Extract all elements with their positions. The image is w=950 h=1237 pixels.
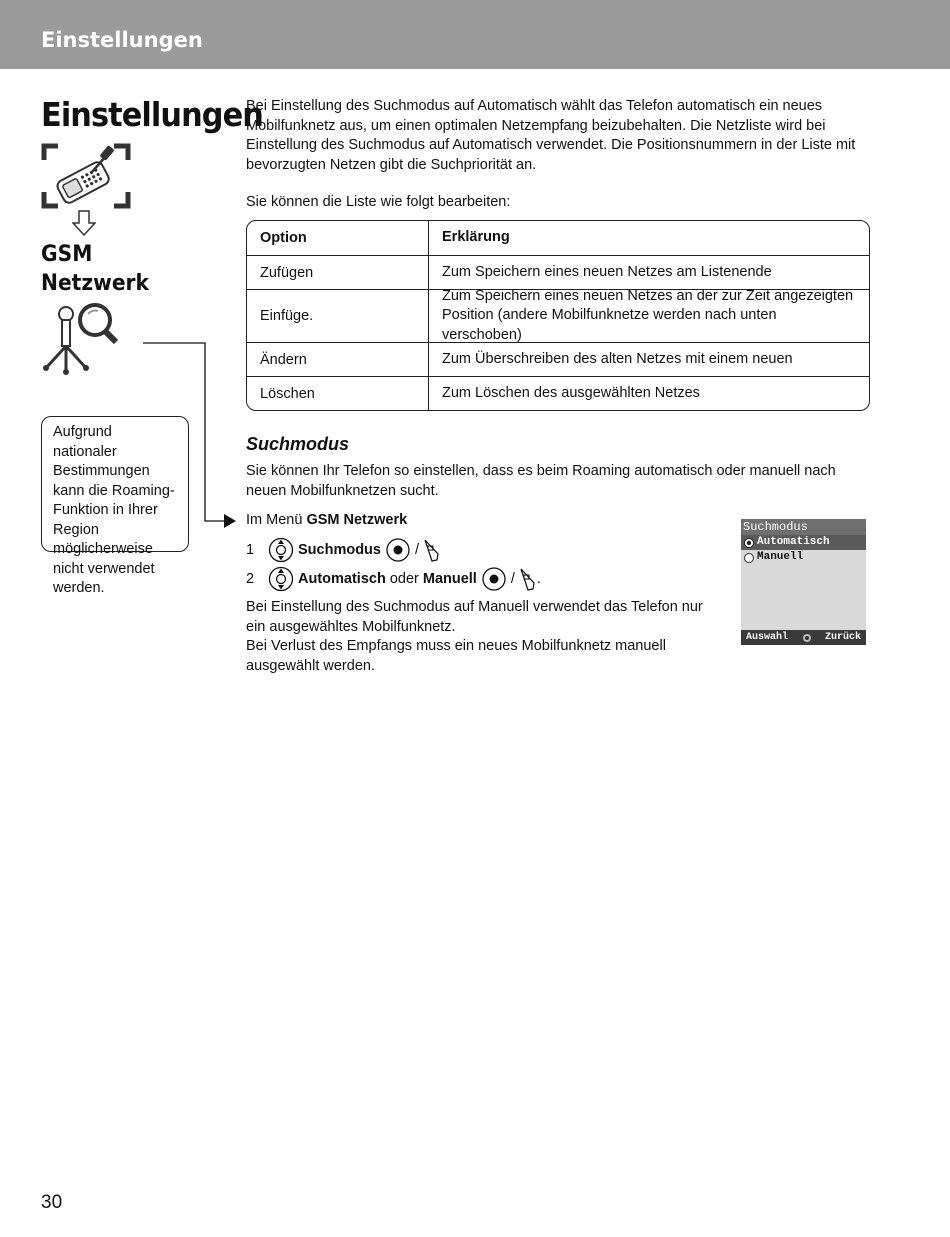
table-row xyxy=(247,376,869,410)
navigation-key-icon xyxy=(268,537,294,563)
step2-option-automatic: Automatisch xyxy=(298,571,386,587)
center-key-icon xyxy=(802,633,812,643)
search-mode-heading: Suchmodus xyxy=(246,434,350,454)
note-box: Aufgrund nationaler Bestimmungen kann die Roaming-Funktion in Ihrer Region möglicherweise nicht verwendet werden. xyxy=(41,416,189,552)
phone-screen-title: Suchmodus xyxy=(741,519,866,535)
radio-unselected-icon xyxy=(743,552,755,564)
table-cell-option: Einfüge. xyxy=(247,290,429,342)
navigation-key-icon xyxy=(268,566,294,592)
softkey-icon xyxy=(423,537,441,563)
manual-mode-text: Bei Einstellung des Suchmodus auf Manuell verwendet das Telefon nur ein ausgewähltes Mobilfunknetz. Bei Verlust des Empfangs muss ein neues Mobilfunknetz manuell ausgewählt werden. xyxy=(246,599,703,674)
table-header-row xyxy=(247,221,869,255)
table-row xyxy=(247,255,869,289)
table-cell-option: Löschen xyxy=(247,377,429,410)
submenu-title: GSM Netzwerk xyxy=(41,242,149,296)
search-mode-description: Sie können Ihr Telefon so einstellen, dass es beim Roaming automatisch oder manuell nach neuen Mobilfunknetzen sucht. xyxy=(246,463,836,499)
intro-section xyxy=(246,97,871,213)
options-table xyxy=(246,220,870,411)
table-row xyxy=(247,289,869,342)
radio-selected-icon xyxy=(743,537,755,549)
step1-label: Suchmodus xyxy=(298,542,381,558)
menu-instruction: Im Menü GSM Netzwerk xyxy=(246,512,408,528)
table-row xyxy=(247,342,869,376)
table-cell-explanation: Zum Speichern eines neuen Netzes an der zur Zeit angezeigten Position (andere Mobilfunknetze werden nach unten verschoben) xyxy=(442,287,854,343)
phone-screen-option-manual: Manuell xyxy=(741,550,866,565)
step-1: 1 Suchmodus / xyxy=(246,537,441,563)
page-title: Einstellungen xyxy=(41,95,263,134)
step2-option-manual: Manuell xyxy=(422,571,477,587)
step-2: 2 Automatisch oder Manuell / . xyxy=(246,566,541,592)
phone-screen-softkeys xyxy=(741,630,866,645)
table-cell-option: Zufügen xyxy=(247,256,429,289)
list-intro: Sie können die Liste wie folgt bearbeiten: xyxy=(246,194,511,210)
phone-screen-option-automatic: Automatisch xyxy=(741,535,866,550)
table-cell-option: Ändern xyxy=(247,343,429,376)
table-header: Erklärung xyxy=(442,229,510,246)
table-cell-explanation: Zum Speichern eines neuen Netzes am Listenende xyxy=(442,263,772,280)
page-number: 30 xyxy=(41,1192,63,1213)
intro-paragraph: Bei Einstellung des Suchmodus auf Automatisch wählt das Telefon automatisch ein neues Mobilfunknetz aus, um einen optimalen Netzempfang beizubehalten. Die Netzliste wird bei Einstellung des Suchmodus auf Automatisch verwendet. Die Positionsnummern in der Liste mit bevorzugten Netzen gibt die Suchpriorität an. xyxy=(246,98,856,173)
ok-key-icon xyxy=(481,566,507,592)
softkey-icon xyxy=(519,566,537,592)
phone-screen-preview xyxy=(741,519,866,645)
table-header: Option xyxy=(247,221,429,255)
menu-name: GSM Netzwerk xyxy=(306,512,408,528)
section-title: Einstellungen xyxy=(41,28,203,52)
ok-key-icon xyxy=(385,537,411,563)
table-cell-explanation: Zum Löschen des ausgewählten Netzes xyxy=(442,384,700,401)
table-cell-explanation: Zum Überschreiben des alten Netzes mit einem neuen xyxy=(442,350,793,367)
right-softkey-label: Zurück xyxy=(824,632,861,643)
left-softkey-label: Auswahl xyxy=(746,632,789,643)
